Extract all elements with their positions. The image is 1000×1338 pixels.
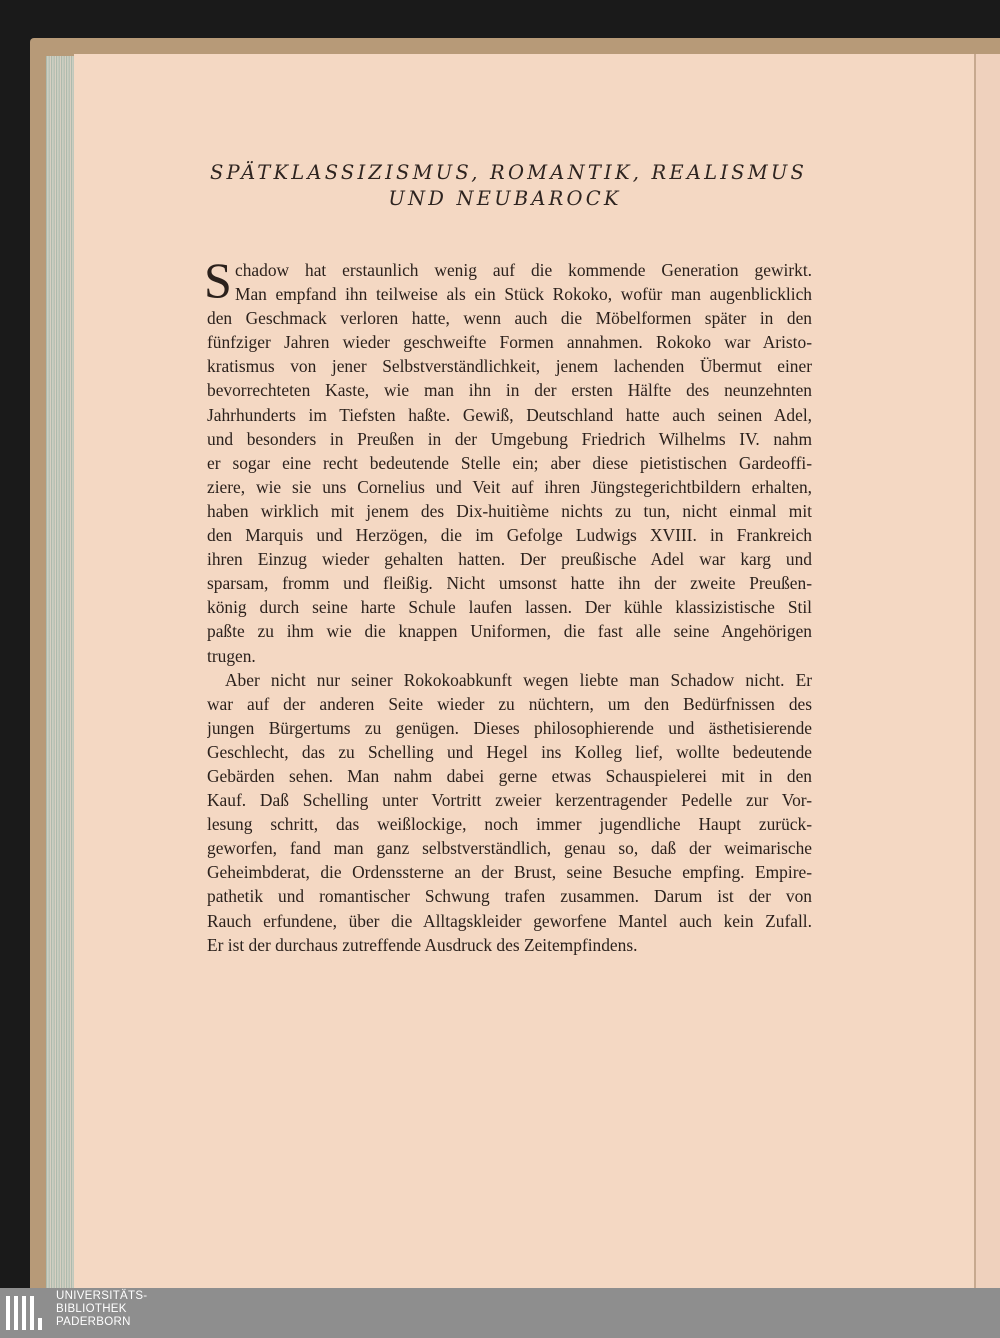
drop-cap: S: [204, 252, 232, 308]
library-logo-icon: [4, 1292, 48, 1334]
library-footer-bar: [0, 1288, 1000, 1338]
chapter-heading-line-2: UND NEUBAROCK: [388, 187, 622, 210]
text-line: den Marquis und Herzögen, die im Gefolge Ludwigs XVIII. in Frankreich: [207, 525, 812, 546]
text-line: Kauf. Daß Schelling unter Vortritt zweier kerzentragender Pedelle zur Vor-: [207, 790, 812, 811]
text-line: und besonders in Preußen in der Umgebung Friedrich Wilhelms IV. nahm: [207, 428, 812, 449]
text-line: war auf der anderen Seite wieder zu nüchtern, um den Bedürfnissen des: [207, 693, 812, 714]
text-line: Geheimbderat, die Ordenssterne an der Brust, seine Besuche empfing. Empire-: [207, 862, 812, 883]
facing-page-edge: [974, 54, 1000, 1290]
library-name-line-3: PADERBORN: [56, 1316, 131, 1328]
text-line: Aber nicht nur seiner Rokokoabkunft wegen liebte man Schadow nicht. Er: [225, 669, 812, 690]
text-line: ziere, wie sie uns Cornelius und Veit auf ihren Jüngstegerichtbildern erhalten,: [207, 476, 812, 497]
library-name-line-2: BIBLIOTHEK: [56, 1303, 127, 1315]
library-name: [56, 1290, 147, 1329]
text-line: er sogar eine recht bedeutende Stelle ein; aber diese pietistischen Gardeoffi-: [207, 452, 812, 473]
text-line: kratismus von jener Selbstverständlichkeit, jenem lachenden Übermut einer: [207, 356, 812, 377]
text-line: jungen Bürgertums zu genügen. Dieses philosophierende und ästhetisierende: [207, 717, 812, 738]
text-line: paßte zu ihm wie die knappen Uniformen, die fast alle seine Angehörigen: [207, 621, 812, 642]
text-line: könig durch seine harte Schule laufen lassen. Der kühle klassizistische Stil: [207, 597, 812, 618]
chapter-heading-line-1: SPÄTKLASSIZISMUS, ROMANTIK, REALISMUS: [210, 161, 808, 184]
body-text: [204, 252, 812, 957]
library-name-line-1: UNIVERSITÄTS-: [56, 1290, 148, 1302]
text-line: Man empfand ihn teilweise als ein Stück Rokoko, wofür man augenblicklich: [235, 284, 812, 305]
text-line: Gebärden sehen. Man nahm dabei gerne etwas Schauspielerei mit in den: [207, 765, 812, 786]
page-edges: [46, 56, 76, 1288]
text-line: Rauch erfundene, über die Alltagskleider geworfene Mantel auch kein Zufall.: [207, 910, 812, 931]
text-line: ihren Einzug wieder gehalten hatten. Der preußische Adel war karg und: [207, 549, 812, 570]
text-line: bevorrechteten Kaste, wie man ihn in der ersten Hälfte des neunzehnten: [207, 380, 812, 401]
text-line: fünfziger Jahren wieder geschweifte Formen annahmen. Rokoko war Aristo-: [207, 332, 812, 353]
text-line: chadow hat erstaunlich wenig auf die kommende Generation gewirkt.: [235, 260, 812, 280]
text-line: Geschlecht, das zu Schelling und Hegel ins Kolleg lief, wollte bedeutende: [207, 741, 812, 762]
text-line: lesung schritt, das weißlockige, noch immer jugendliche Haupt zurück-: [207, 814, 812, 835]
text-line: pathetik und romantischer Schwung trafen zusammen. Darum ist der von: [207, 886, 812, 907]
text-line: Jahrhunderts im Tiefsten haßte. Gewiß, Deutschland hatte auch seinen Adel,: [207, 404, 812, 425]
chapter-heading: [210, 160, 808, 212]
text-line: sparsam, fromm und fleißig. Nicht umsonst hatte ihn der zweite Preußen-: [207, 573, 812, 594]
text-line: haben wirklich mit jenem des Dix-huitième nichts zu tun, nicht einmal mit: [207, 500, 812, 521]
text-line: geworfen, fand man ganz selbstverständlich, genau so, daß der weimarische: [207, 838, 812, 859]
text-line: trugen.: [207, 645, 256, 666]
text-line: Er ist der durchaus zutreffende Ausdruck des Zeitempfindens.: [207, 934, 638, 955]
text-line: den Geschmack verloren hatte, wenn auch die Möbelformen später in den: [207, 308, 812, 329]
